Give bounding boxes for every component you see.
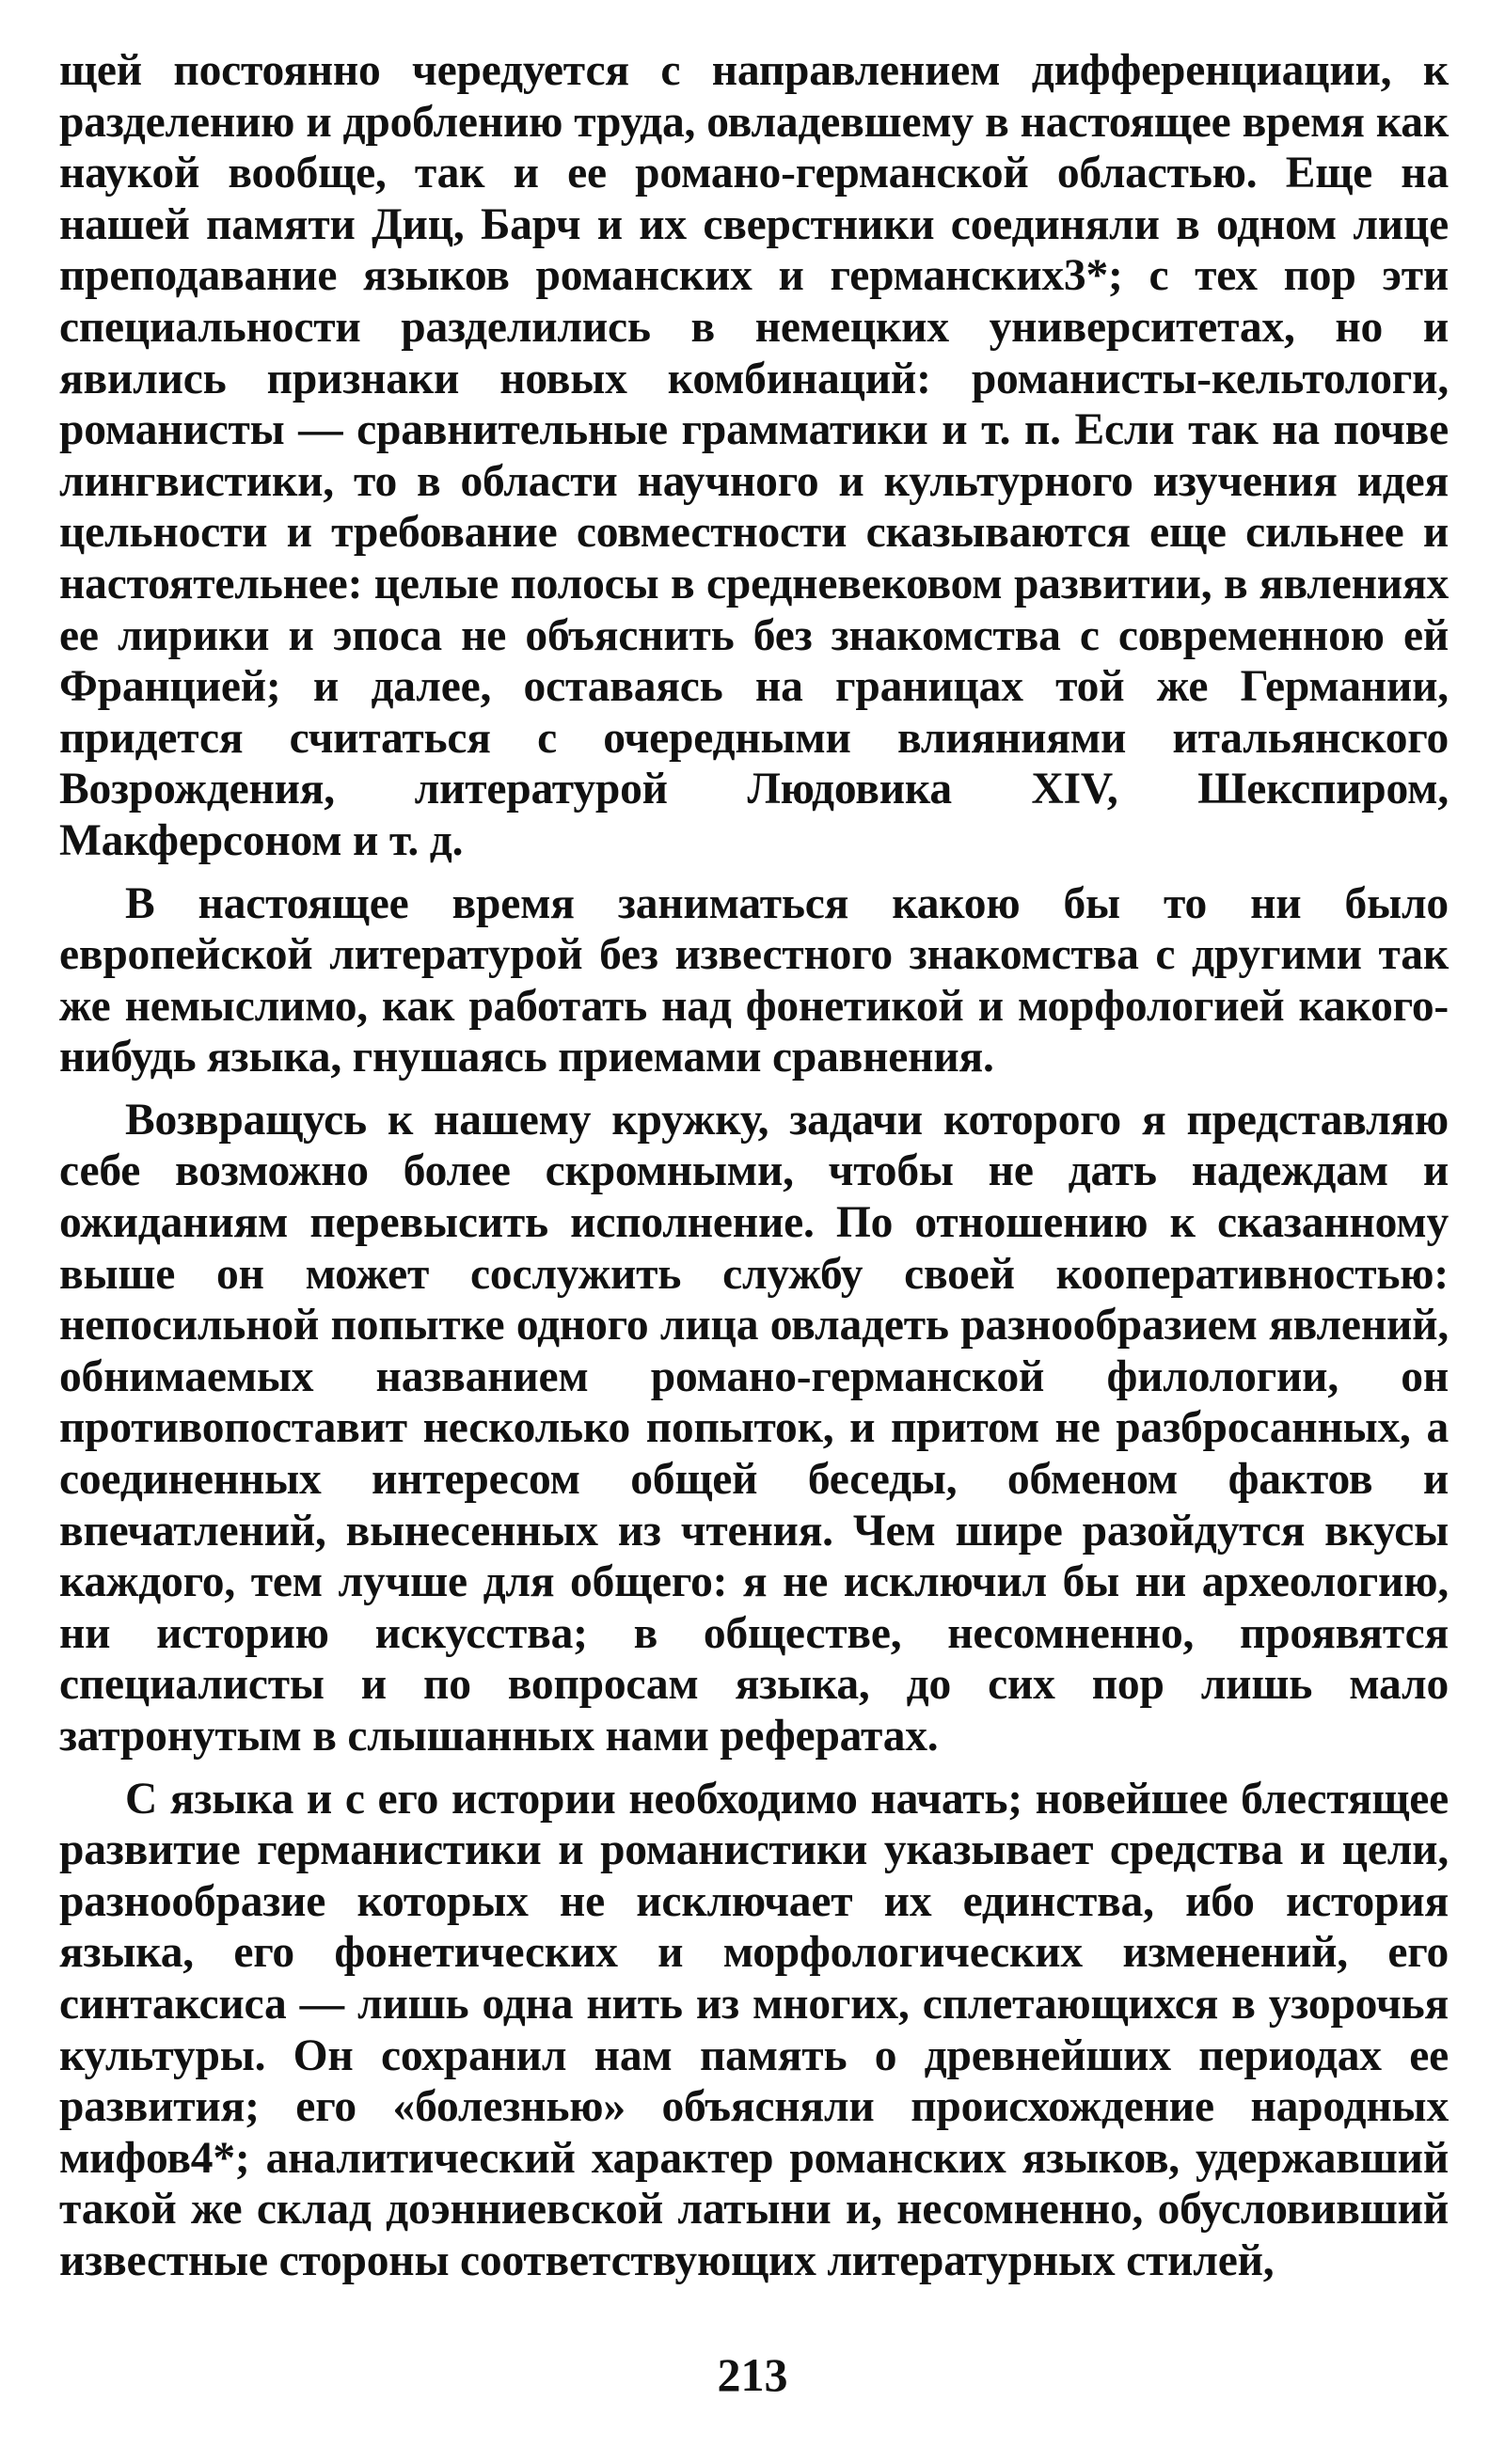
- page-number: 213: [717, 2348, 788, 2401]
- paragraph-4: С языка и с его истории необходимо начать; новейшее блестящее развитие германистики и романистики указывает средства и цели, разнообразие которых не исключает их единства, ибо история языка, его фонетических и морфологических изменений, его синтаксиса — лишь одна нить из многих, сплетающихся в узорочья культуры. Он сохранил нам память о древнейших периодах ее развития; его «болезнью» объясняли происхождение народных мифов4*; аналитический характер романских языков, удержавший такой же склад доэнниевской латыни и, несомненно, обусловивший известные стороны соответствующих литературных стилей,: [59, 1774, 1449, 2285]
- page-body: [59, 45, 1449, 2298]
- paragraph-2: В настоящее время заниматься какою бы то ни было европейской литературой без известного знакомства с другими так же немыслимо, как работать над фонетикой и морфологией какого-нибудь языка, гнушаясь приемами сравнения.: [59, 878, 1449, 1082]
- paragraph-1: щей постоянно чередуется с направлением дифференциации, к разделению и дроблению труда, овладевшему в настоящее время как наукой вообще, так и ее романо-германской областью. Еще на нашей памяти Диц, Барч и их сверстники соединяли в одном лице преподавание языков романских и германских3*; с тех пор эти специальности разделились в немецких университетах, но и явились признаки новых комбинаций: романисты-кельтологи, романисты — сравнительные грамматики и т. п. Если так на почве лингвистики, то в области научного и культурного изучения идея цельности и требование совместности сказываются еще сильнее и настоятельнее: целые полосы в средневековом развитии, в явлениях ее лирики и эпоса не объяснить без знакомства с современною ей Францией; и далее, оставаясь на границах той же Германии, придется считаться с очередными влияниями итальянского Возрождения, литературой Людовика XIV, Шекспиром, Макферсоном и т. д.: [59, 46, 1449, 865]
- paragraph-3: Возвращусь к нашему кружку, задачи которого я представляю себе возможно более скромными, чтобы не дать надеждам и ожиданиям перевысить исполнение. По отношению к сказанному выше он может сослужить службу своей кооперативностью: непосильной попытке одного лица овладеть разнообразием явлений, обнимаемых названием романо-германской филологии, он противопоставит несколько попыток, и притом не разбросанных, а соединенных интересом общей беседы, обменом фактов и впечатлений, вынесенных из чтения. Чем шире разойдутся вкусы каждого, тем лучше для общего: я не исключил бы ни археологию, ни историю искусства; в обществе, несомненно, проявятся специалисты и по вопросам языка, до сих пор лишь мало затронутым в слышанных нами рефератах.: [59, 1095, 1449, 1761]
